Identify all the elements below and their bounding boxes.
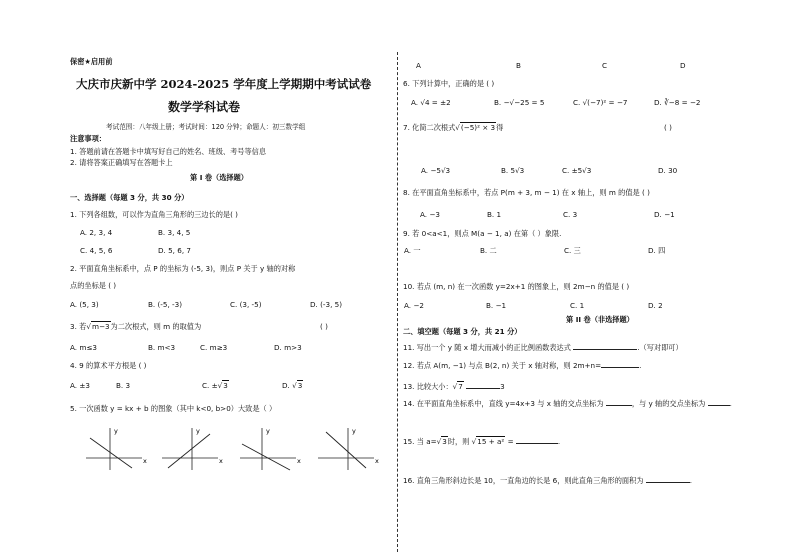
q6-stem: 6. 下列计算中，正确的是 ( ) [403,79,495,88]
q7-option-a: A. −5√3 [421,166,451,175]
exam-info: 考试范围：八年级上册；考试时间：120 分钟；命题人：初三数学组 [106,123,306,131]
q9-stem: 9. 若 0<a<1，则点 M(a − 1, a) 在第（ ）象限. [403,229,562,238]
notice-title: 注意事项： [70,134,106,143]
q12-pre: 12. 若点 A(m, −1) 与点 B(2, n) 关于 x 轴对称，则 2m+n= [403,361,602,370]
q13-answer-blank[interactable] [466,388,500,389]
notice-1: 1. 答题前请在答题卡中填写好自己的姓名、班级、考号等信息 [70,147,267,156]
q4-option-c-radicand: 3 [223,381,228,390]
q1-stem: 1. 下列各组数，可以作为直角三角形的三边长的是( ) [70,210,238,219]
sqrt-icon: √ [455,123,460,132]
q8-stem: 8. 在平面直角坐标系中，若点 P(m + 3, m − 1) 在 x 轴上，则 m 的值是 ( ) [403,188,650,197]
q3-option-b: B. m<3 [148,343,176,352]
q1-option-a: A. 2, 3, 4 [80,228,113,237]
q8-option-d: D. −1 [654,210,675,219]
section2-title: 二、填空题（每题 3 分，共 21 分） [403,327,522,336]
sqrt-icon: √ [292,381,297,390]
q2-option-b: B. (-5, -3) [148,300,183,309]
axis-y-label: y [114,427,118,435]
q7-radicand: (−5)² × 3 [460,123,496,132]
q4-stem: 4. 9 的算术平方根是 ( ) [70,361,147,370]
q5-graph-d [316,424,382,472]
q7-stem [403,124,503,131]
q14-answer-blank-2[interactable] [708,405,730,406]
q5-label-c: C [602,61,608,70]
secret-label: 保密★启用前 [70,57,113,66]
q14-answer-blank-1[interactable] [606,405,632,406]
part1-title: 第 I 卷（选择题） [190,173,248,182]
q7-option-b: B. 5√3 [501,166,525,175]
axis-x-label: x [297,457,301,465]
q7-stem-pre: 7. 化简二次根式 [403,123,456,132]
q9-option-c: C. 三 [564,246,581,255]
q10-option-b: B. −1 [486,301,507,310]
q12-answer-blank[interactable] [601,367,639,368]
q11-answer-blank[interactable] [573,349,637,350]
q3-option-a: A. m≤3 [70,343,97,352]
q3-stem-post: 为二次根式，则 m 的取值为 [110,322,202,331]
q12-post: . [639,361,642,370]
q8-option-a: A. −3 [420,210,440,219]
q8-option-c: C. 3 [563,210,578,219]
q9-option-d: D. 四 [648,246,666,255]
sqrt-icon: √ [471,437,477,446]
axis-y-label: y [352,427,356,435]
q14-mid: ，与 y 轴的交点坐标为 [631,399,706,408]
q16-post: . [689,476,693,485]
q13-post: 3 [500,382,505,391]
q5-label-b: B [516,61,521,70]
q14 [403,400,732,407]
q7-stem-post: 得 [496,123,504,132]
q14-pre: 14. 在平面直角坐标系中，直线 y=4x+3 与 x 轴的交点坐标为 [403,399,604,408]
section1-title: 一、选择题（每题 3 分，共 30 分） [70,193,189,202]
q4-option-d [282,382,303,389]
q15-radicand-1: 3 [442,437,447,446]
q6-option-c: C. √(−7)² = −7 [573,98,628,107]
q3-option-d: D. m>3 [274,343,302,352]
sqrt-icon: √ [86,322,91,331]
q15-answer-blank[interactable] [516,443,558,444]
q5-graph-b [160,424,226,472]
q15-mid: 时，则 [447,437,470,446]
q15-radicand-2: 15 + a² [477,437,505,446]
exam-title: 大庆市庆新中学 2024-2025 学年度上学期期中考试试卷 [76,77,372,91]
q16-pre: 16. 直角三角形斜边长是 10，一直角边的长是 6，则此直角三角形的面积为 [403,476,644,485]
q3-stem [70,323,201,330]
q9-option-a: A. 一 [404,246,421,255]
sqrt-icon: √ [217,381,223,390]
q10-option-a: A. −2 [404,301,424,310]
sqrt-icon: √ [436,437,442,446]
axis-x-label: x [143,457,147,465]
q13-pre: 13. 比较大小： [403,382,453,391]
sqrt-icon: √ [452,382,458,391]
q5-label-a: A [416,61,421,70]
q3-radicand: m−3 [91,322,110,331]
q2-stem-2: 点的坐标是 ( ) [70,281,117,290]
axis-y-label: y [266,427,270,435]
q5-stem: 5. 一次函数 y = kx + b 的图象（其中 k<0, b>0）大致是（ ） [70,404,277,413]
q16 [403,477,692,484]
q15-eq: = [507,437,514,446]
part2-title: 第 II 卷（非选择题） [566,315,634,324]
q6-option-b: B. −√−25 = 5 [494,98,545,107]
q6-option-a: A. √4 = ±2 [411,98,451,107]
q7-option-d: D. 30 [658,166,678,175]
q5-label-d: D [680,61,686,70]
column-divider [397,52,398,552]
q9-option-b: B. 二 [480,246,497,255]
q2-option-a: A. (5, 3) [70,300,99,309]
q4-option-c [202,382,229,389]
q11 [403,344,683,351]
q1-option-c: C. 4, 5, 6 [80,246,113,255]
q5-graph-a [84,424,150,472]
q15 [403,438,560,445]
q4-option-d-radicand: 3 [297,381,303,390]
q4-option-b: B. 3 [116,381,131,390]
q6-option-d: D. ∛−8 = −2 [654,98,701,107]
q3-option-c: C. m≥3 [200,343,228,352]
q4-option-a: A. ±3 [70,381,90,390]
q10-option-c: C. 1 [570,301,585,310]
q11-post: .（写对即可） [637,343,683,352]
axis-x-label: x [375,457,379,465]
notice-2: 2. 请将答案正确填写在答题卡上 [70,158,173,167]
q14-post: . [729,399,732,408]
axis-x-label: x [219,457,223,465]
q5-graph-c [238,424,304,472]
q15-pre: 15. 当 a= [403,437,437,446]
q3-stem-pre: 3. 若 [70,322,87,331]
q3-paren: ( ) [320,322,328,331]
q2-stem: 2. 平面直角坐标系中，点 P 的坐标为 (-5, 3)，则点 P 关于 y 轴的对称 [70,264,296,273]
q7-option-c: C. ±5√3 [562,166,592,175]
q2-option-d: D. (-3, 5) [310,300,343,309]
q4-option-c-pre: C. ± [202,381,218,390]
exam-subtitle: 数学学科试卷 [168,100,241,114]
q1-option-b: B. 3, 4, 5 [158,228,191,237]
q13 [403,383,505,390]
q1-option-d: D. 5, 6, 7 [158,246,191,255]
q12 [403,362,641,369]
q2-option-c: C. (3, -5) [230,300,262,309]
q7-paren: ( ) [664,123,672,132]
q15-post: . [557,437,561,446]
q8-option-b: B. 1 [487,210,502,219]
axis-y-label: y [196,427,200,435]
q11-pre: 11. 写出一个 y 随 x 增大而减小的正比例函数表达式 [403,343,571,352]
q4-option-d-pre: D. [282,381,290,390]
q16-answer-blank[interactable] [646,482,690,483]
q10-option-d: D. 2 [648,301,663,310]
q10-stem: 10. 若点 (m, n) 在一次函数 y=2x+1 的图象上，则 2m−n 的值是 ( ) [403,282,630,291]
q13-radicand: 7 [458,382,463,391]
